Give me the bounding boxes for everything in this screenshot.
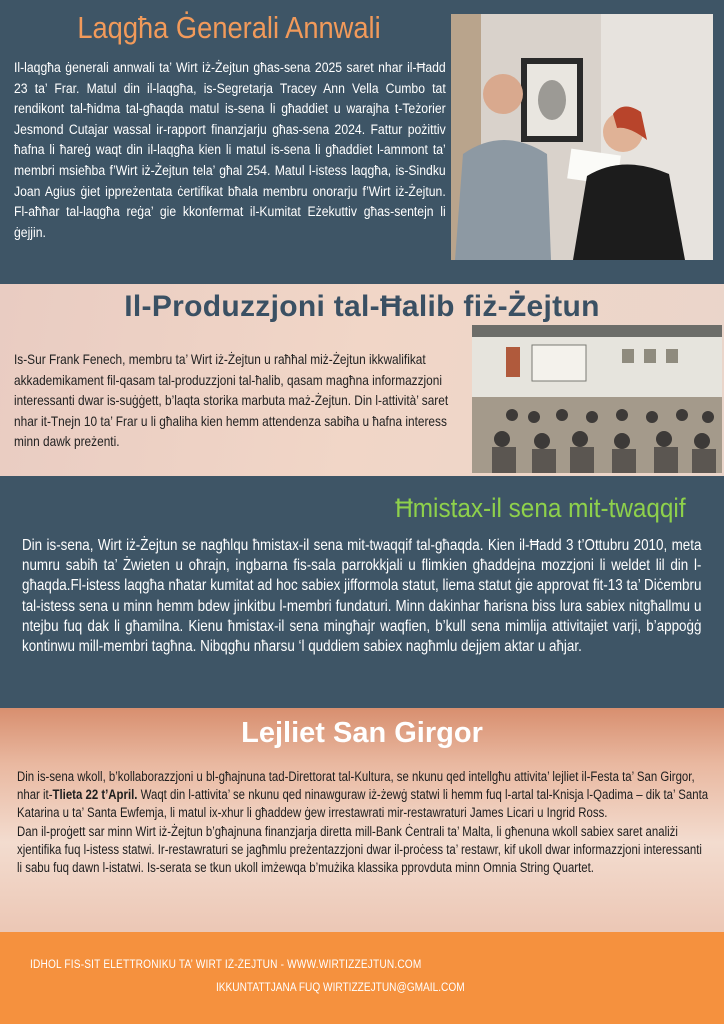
san-girgor-title: Lejliet San Girgor [241, 717, 483, 749]
san-girgor-body [17, 768, 710, 877]
footer-website-line[interactable]: IDHOL FIS-SIT ELETTRONIKU TA’ WIRT IŻ-ŻEJTUN - WWW.WIRTIZZEJTUN.COM [30, 959, 422, 971]
san-girgor-paragraph-2: Dan il-proġett sar minn Wirt iż-Żejtun b’għajnuna finanzjarja diretta mill-Bank Ċentrali ta’ Malta, li għenuna wkoll sabiex saret analiżi xjentifika fuq l-istess statwi. Ir-restawraturi se jagħmlu preżentazzjoni dwar il-proċess ta’ restawr, kif ukoll dwar informazzjoni interessanti li sabu fuq dawn l-istatwi. Is-serata se tkun ukoll imżewqa b’mużika klassika pprovduta minn Omnia String Quartet. [17, 823, 702, 876]
milk-production-section [0, 284, 724, 476]
san-girgor-section [0, 708, 724, 932]
milk-production-title: Il-Produzzjoni tal-Ħalib fiż-Żejtun [124, 290, 600, 323]
san-girgor-paragraph-1: Din is-sena wkoll, b’kollaborazzjoni u bl-għajnuna tad-Direttorat tal-Kultura, se nkunu qed intellgħu attivita’ lejliet il-Festa ta’ San Girgor, nhar it-Tlieta 22 t’April. Waqt din l-attivita’ se nkunu qed ninawguraw iż-żewġ statwi li hemm fuq l-artal tal-Knisja l-Qadima – dik ta’ Santa Katarina u ta’ Santa Ewfemja, li matul ix-xhur li għaddew ġew irrestawrati mir-restawraturi James Licari u Ingrid Ross. [17, 769, 709, 821]
annual-meeting-title: Laqgħa Ġenerali Annwali [77, 10, 381, 45]
anniversary-body: Din is-sena, Wirt iż-Żejtun se nagħlqu ħmistax-il sena mit-twaqqif tal-għaqda. Kien il-Ħadd 3 t’Ottubru 2010, meta numru sabiħ ta’ Żwieten u oħrajn, ingbarna fis-sala parrokkjali u flimkien għaddejna mozzjoni li weldet lil din l-għaqda.Fl-istess laqgħa nħatar kumitat ad hoc sabiex jifformola statut, liema statut ġie approvat fit-13 ta’ Diċembru tal-istess sena u minn hemm bdew jinkitbu l-membri fundaturi. Minn dakinhar ħarisna biss lura sabiex nitgħallmu u ntejbu fuq dak li għamilna. Kienu ħmistax-il sena mingħajr waqfien, b’kull sena mimlija attivitajiet varji, b’appoġġ kontinwu mill-membri tagħna. Nibqgħu nħarsu ‘l quddiem sabiex nagħmlu dejjem aktar u aħjar. [22, 537, 702, 656]
annual-meeting-section [0, 0, 724, 284]
event-date: Tlieta 22 t’April. [52, 787, 138, 803]
footer-email-line[interactable]: IKKUNTATTJANA FUQ WIRTIZZEJTUN@GMAIL.COM [216, 982, 465, 994]
anniversary-section [0, 476, 724, 708]
lecture-audience-photo [472, 325, 722, 473]
milk-production-body: Is-Sur Frank Fenech, membru ta’ Wirt iż-Żejtun u raħħal miż-Żejtun ikkwalifikat akkademikament fil-qasam tal-produzzjoni tal-ħalib, qasam magħna informazzjoni interessanti dwar is-suġġett, b’laqta storika marbuta maż-Żejtun. Din l-attività’ saret nhar it-Tnejn 10 ta’ Frar u li għaliha kien hemm attendenza sabiħa u ħafna interess minn dawk preżenti. [14, 352, 449, 449]
annual-meeting-body: Il-laqgħa ġenerali annwali ta’ Wirt iż-Żejtun għas-sena 2025 saret nhar il-Ħadd 23 ta’ Frar. Matul din il-laqgħa, is-Segretarja Tracey Ann Vella Cumbo tat rendikont tal-ħidma tal-għaqda matul is-sena li għaddiet u warajha t-Teżorier Jesmond Cutajar wassal ir-rapport finanzjarju għas-sena 2024. Fattur pożittiv ħafna li ħareġ waqt din il-laqgħa kien li matul is-sena li għaddiet l-ammont ta’ membri msieħba f’Wirt iż-Żejtun tela’ għal 254. Matul l-istess laqgħa, is-Sindku Joan Agius ġiet ippreżentata ċertifikat bħala membru onorarju f’Wirt iż-Żejtun. Fl-aħħar tal-laqgħa reġa’ gie kkonfermat il-Kumitat Eżekuttiv għas-sentejn li ġejjin. [14, 60, 446, 241]
certificate-presentation-photo [451, 14, 713, 260]
footer [0, 932, 724, 1024]
anniversary-title: Ħmistax-il sena mit-twaqqif [395, 493, 686, 523]
